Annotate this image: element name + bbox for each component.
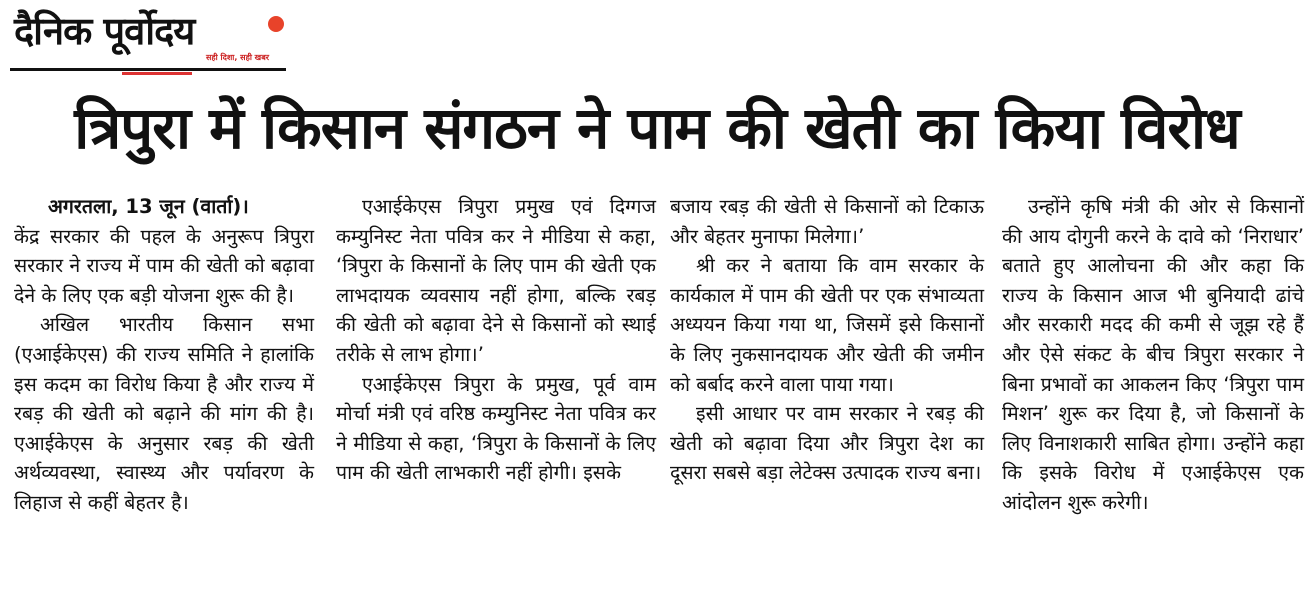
masthead-accent-rule [122, 72, 192, 75]
paragraph: केंद्र सरकार की पहल के अनुरूप त्रिपुरा सरकार ने राज्य में पाम की खेती को बढ़ावा देने के लिए एक बड़ी योजना शुरू की है। [14, 224, 314, 307]
article-column-3 [670, 192, 984, 488]
masthead [10, 6, 286, 72]
paragraph: अखिल भारतीय किसान सभा (एआईकेएस) की राज्य समिति ने हालांकि इस कदम का विरोध किया है और राज्य में रबड़ की खेती को बढ़ाने की मांग की है। एआईकेएस के अनुसार रबड़ की खेती अर्थव्यवस्था, स्वास्थ्य और पर्यावरण के लिहाज से कहीं बेहतर है। [14, 313, 314, 514]
dateline: अगरतला, 13 जून (वार्ता)। [48, 195, 249, 218]
paragraph: श्री कर ने बताया कि वाम सरकार के कार्यकाल में पाम की खेती पर एक संभाव्यता अध्ययन किया गया था, जिसमें इसे किसानों के लिए नुकसानदायक और खेती की जमीन को बर्बाद करने वाला पाया गया। [670, 254, 984, 396]
article-column-1 [14, 192, 314, 518]
paragraph: उन्होंने कृषि मंत्री की ओर से किसानों की आय दोगुनी करने के दावे को ‘निराधार’ बताते हुए आलोचना की और कहा कि राज्य के किसान आज भी बुनियादी ढांचे और सरकारी मदद की कमी से जूझ रहे हैं और ऐसे संकट के बीच त्रिपुरा सरकार ने बिना प्रभावों का आकलन किए ‘त्रिपुरा पाम मिशन’ शुरू कर दिया है, जो किसानों के लिए विनाशकारी साबित होगा। उन्होंने कहा कि इसके विरोध में एआईकेएस एक आंदोलन शुरू करेगी। [1002, 195, 1304, 514]
article-body [14, 192, 1304, 612]
masthead-rule [10, 68, 286, 71]
paragraph: एआईकेएस त्रिपुरा प्रमुख एवं दिग्गज कम्युनिस्ट नेता पवित्र कर ने मीडिया से कहा, ‘त्रिपुरा के किसानों के लिए पाम की खेती एक लाभदायक व्यवसाय नहीं होगा, बल्कि रबड़ की खेती को बढ़ावा देने से किसानों को स्थाई तरीके से लाभ होगा।’ [336, 195, 656, 366]
article-column-4 [1002, 192, 1304, 518]
paragraph: एआईकेएस त्रिपुरा के प्रमुख, पूर्व वाम मोर्चा मंत्री एवं वरिष्ठ कम्युनिस्ट नेता पवित्र कर ने मीडिया से कहा, ‘त्रिपुरा के किसानों के लिए पाम की खेती लाभकारी नहीं होगी। इसके [336, 372, 656, 485]
paragraph: बजाय रबड़ की खेती से किसानों को टिकाऊ और बेहतर मुनाफा मिलेगा।’ [670, 195, 984, 248]
newspaper-logo: दैनिक पूर्वोदय [14, 9, 195, 53]
paragraph: इसी आधार पर वाम सरकार ने रबड़ की खेती को बढ़ावा दिया और त्रिपुरा देश का दूसरा सबसे बड़ा लेटेक्स उत्पादक राज्य बना। [670, 402, 984, 485]
logo-dot-icon [268, 16, 284, 32]
logo-tagline: सही दिशा, सही खबर [206, 53, 270, 62]
article-column-2 [336, 192, 656, 488]
headline: त्रिपुरा में किसान संगठन ने पाम की खेती का किया विरोध [74, 94, 1240, 162]
